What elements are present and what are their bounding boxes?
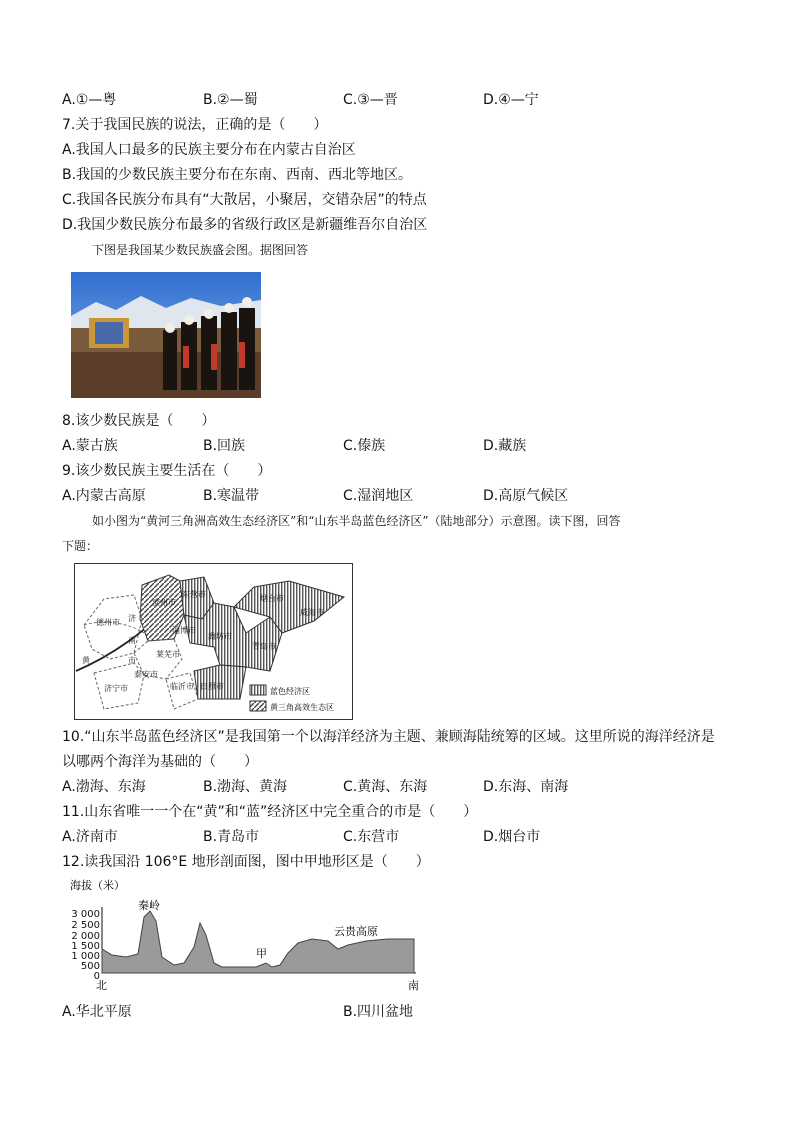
q12-option-b: B.四川盆地 (343, 1004, 414, 1020)
q12-option-a: A.华北平原 (62, 1004, 132, 1020)
q6-option-a: A.①—粤 (62, 92, 117, 108)
city-yantai: 烟台市 (260, 594, 284, 603)
label-south: 南 (408, 979, 419, 992)
label-jia: 甲 (256, 947, 267, 960)
q7-option-d: D.我国少数民族分布最多的省级行政区是新疆维吾尔自治区 (62, 217, 428, 233)
profile-ylabel: 海拔（米） (70, 879, 125, 892)
q8-option-b: B.回族 (203, 438, 246, 454)
q7-option-c: C.我国各民族分布具有“大散居，小聚居，交错杂居”的特点 (62, 192, 427, 208)
city-dezhou: 德州市 (96, 618, 120, 627)
city-dongying: 东营市 (182, 590, 206, 599)
q10-option-d: D.东海、南海 (483, 779, 569, 795)
q10-stem-line2: 以哪两个海洋为基础的（ ） (62, 754, 258, 770)
q12-stem: 12.读我国沿 106°E 地形剖面图，图中甲地形区是（ ） (62, 854, 430, 870)
q9-option-c: C.湿润地区 (343, 488, 414, 504)
city-weifang: 潍坊市 (208, 632, 232, 641)
city-jining: 济宁市 (104, 684, 128, 693)
q11-option-a: A.济南市 (62, 829, 118, 845)
intro-map-line1: 如小图为“黄河三角洲高效生态经济区”和“山东半岛蓝色经济区”（陆地部分）示意图。读下图，回答 (92, 514, 621, 528)
intro-festival: 下图是我国某少数民族盛会图。据图回答 (92, 243, 309, 257)
q7-option-a: A.我国人口最多的民族主要分布在内蒙古自治区 (62, 142, 356, 158)
q10-option-c: C.黄海、东海 (343, 779, 428, 795)
q6-option-b: B.②—蜀 (203, 92, 258, 108)
q10-option-b: B.渤海、黄海 (203, 779, 288, 795)
city-ji: 济 (128, 614, 136, 623)
ytick-2500: 2 500 (71, 920, 100, 931)
label-qinling: 秦岭 (138, 899, 160, 912)
ytick-3000: 3 000 (71, 909, 100, 920)
city-qingdao: 青岛市 (252, 642, 276, 651)
shandong-map (74, 563, 354, 721)
q10-stem-line1: 10.“山东半岛蓝色经济区”是我国第一个以海洋经济为主题、兼顾海陆统筹的区域。这里所说的海洋经济是 (62, 729, 715, 745)
city-taian: 泰安市 (134, 670, 158, 679)
q9-option-b: B.寒温带 (203, 488, 260, 504)
q11-option-d: D.烟台市 (483, 829, 541, 845)
ytick-1000: 1 000 (71, 951, 100, 962)
legend-swatch-blue (250, 685, 266, 695)
profile-terrain (102, 911, 414, 973)
q8-option-d: D.藏族 (483, 438, 527, 454)
q8-option-c: C.傣族 (343, 438, 386, 454)
q9-option-a: A.内蒙古高原 (62, 488, 146, 504)
river-huang-label: 黄 (82, 656, 90, 665)
city-rizhao: 日照市 (200, 682, 224, 691)
legend-swatch-yellow (250, 701, 266, 711)
city-linyi: 临沂市 (170, 682, 194, 691)
q6-option-d: D.④—宁 (483, 92, 539, 108)
q9-option-d: D.高原气候区 (483, 488, 569, 504)
legend-yellow: 黄三角高效生态区 (270, 703, 334, 712)
q10-option-a: A.渤海、东海 (62, 779, 146, 795)
intro-map-line2: 下题： (62, 539, 99, 553)
ytick-2000: 2 000 (71, 931, 100, 942)
ytick-500: 500 (80, 961, 100, 972)
label-north: 北 (96, 979, 107, 992)
q6-option-c: C.③—晋 (343, 92, 398, 108)
q7-stem: 7.关于我国民族的说法，正确的是（ ） (62, 117, 328, 133)
city-zibo: 淄博市 (172, 626, 196, 635)
q11-option-c: C.东营市 (343, 829, 400, 845)
q11-stem: 11.山东省唯一一个在“黄”和“蓝”经济区中完全重合的市是（ ） (62, 804, 478, 820)
q8-stem: 8.该少数民族是（ ） (62, 413, 216, 429)
city-nan: 南 (128, 636, 136, 645)
ytick-1500: 1 500 (71, 941, 100, 952)
q9-stem: 9.该少数民族主要生活在（ ） (62, 463, 272, 479)
city-binzhou: 滨州市 (152, 598, 176, 607)
q11-option-b: B.青岛市 (203, 829, 260, 845)
label-yungui: 云贵高原 (334, 925, 378, 938)
q7-option-b: B.我国的少数民族主要分布在东南、西南、西北等地区。 (62, 167, 413, 183)
city-weihai: 威海市 (300, 608, 324, 617)
festival-photo (71, 272, 261, 398)
city-shi: 市 (128, 656, 136, 665)
city-laiwu: 莱芜市 (156, 650, 180, 659)
terrain-profile (66, 877, 426, 995)
ytick-0: 0 (93, 971, 100, 982)
legend-blue: 蓝色经济区 (270, 687, 310, 696)
q8-option-a: A.蒙古族 (62, 438, 118, 454)
